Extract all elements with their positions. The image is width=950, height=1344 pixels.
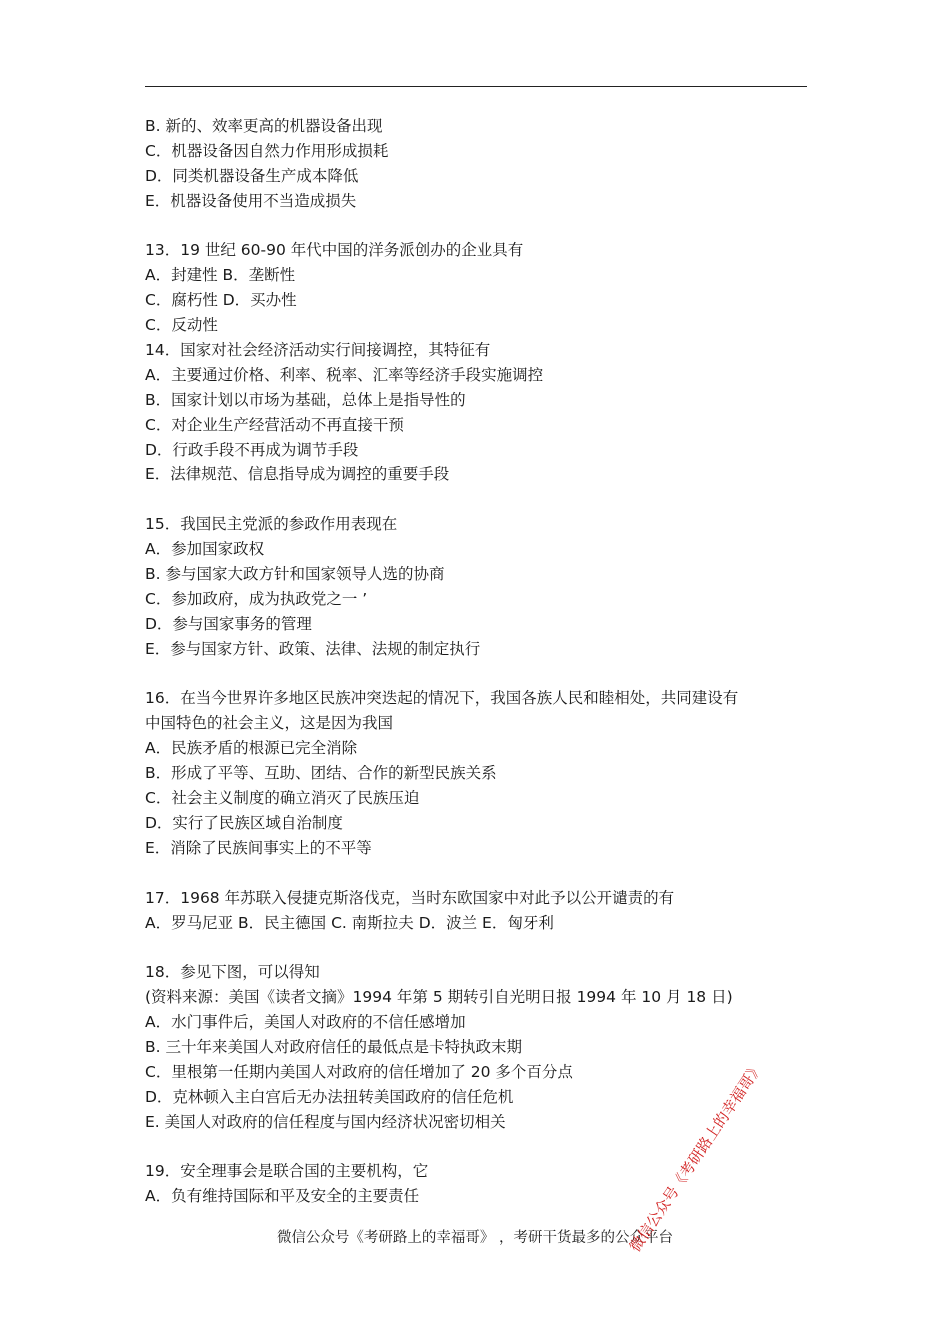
- text-line: A．罗马尼亚 B．民主德国 C. 南斯拉夫 D．波兰 E．匈牙利: [145, 913, 554, 932]
- text-line: B．形成了平等、互助、团结、合作的新型民族关系: [145, 764, 497, 783]
- text-line: B. 参与国家大政方针和国家领导人选的协商: [145, 565, 445, 584]
- page-footer: 微信公众号《考研路上的幸福哥》 ，考研干货最多的公众平台: [276, 1230, 674, 1246]
- text-line: A．封建性 B．垄断性: [145, 266, 296, 285]
- text-line: E．法律规范、信息指导成为调控的重要手段: [145, 465, 450, 484]
- paragraph-gap: [145, 861, 810, 886]
- text-line: D．实行了民族区域自治制度: [145, 813, 343, 832]
- text-line: A．主要通过价格、利率、税率、汇率等经济手段实施调控: [145, 365, 544, 384]
- paragraph-gap: [145, 935, 810, 960]
- paragraph-gap: [145, 487, 810, 512]
- question-list: [145, 114, 810, 1209]
- text-line: (资料来源：美国《读者文摘》1994 年第 5 期转引自光明日报 1994 年 10 月 18 日): [145, 988, 733, 1007]
- text-line: 16．在当今世界许多地区民族冲突迭起的情况下，我国各族人民和睦相处，共同建设有: [145, 689, 739, 708]
- text-line: E．消除了民族间事实上的不平等: [145, 838, 372, 857]
- text-line: C．社会主义制度的确立消灭了民族压迫: [145, 789, 420, 808]
- text-line: 17．1968 年苏联入侵捷克斯洛伐克，当时东欧国家中对此予以公开谴责的有: [145, 888, 675, 907]
- text-line: E．机器设备使用不当造成损失: [145, 191, 357, 210]
- watermark-stamp: 微信公众号《考研路上的幸福哥》: [625, 1058, 767, 1256]
- text-line: 13．19 世纪 60-90 年代中国的洋务派创办的企业具有: [145, 241, 524, 260]
- text-line: C．机器设备因自然力作用形成损耗: [145, 141, 389, 160]
- text-line: C．腐朽性 D．买办性: [145, 291, 297, 310]
- text-line: 18．参见下图，可以得知: [145, 963, 320, 982]
- text-line: E．参与国家方针、政策、法律、法规的制定执行: [145, 639, 481, 658]
- text-line: 中国特色的社会主义，这是因为我国: [145, 714, 394, 733]
- text-line: C．对企业生产经营活动不再直接干预: [145, 415, 404, 434]
- text-line: D．参与国家事务的管理: [145, 614, 312, 633]
- text-line: B. 新的、效率更高的机器设备出现: [145, 117, 383, 135]
- text-line: C．反动性: [145, 316, 218, 335]
- text-line: D．克林顿入主白宫后无办法扭转美国政府的信任危机: [145, 1087, 514, 1106]
- text-line: E. 美国人对政府的信任程度与国内经济状况密切相关: [145, 1112, 506, 1131]
- text-line: A．参加国家政权: [145, 540, 265, 559]
- text-line: B. 三十年来美国人对政府信任的最低点是卡特执政末期: [145, 1037, 522, 1056]
- text-line: D．同类机器设备生产成本降低: [145, 166, 359, 185]
- text-line: 15．我国民主党派的参政作用表现在: [145, 515, 398, 534]
- text-line: 14．国家对社会经济活动实行间接调控，其特征有: [145, 341, 491, 360]
- text-line: A．负有维持国际和平及安全的主要责任: [145, 1187, 420, 1206]
- text-line: A．民族矛盾的根源已完全消除: [145, 739, 358, 758]
- text-line: 19．安全理事会是联合国的主要机构，它: [145, 1162, 429, 1181]
- paragraph-gap: [145, 662, 810, 687]
- text-line: B．国家计划以市场为基础，总体上是指导性的: [145, 390, 466, 409]
- text-line: D．行政手段不再成为调节手段: [145, 440, 359, 459]
- text-line: C．里根第一任期内美国人对政府的信任增加了 20 多个百分点: [145, 1062, 573, 1081]
- header-rule: [145, 86, 807, 87]
- text-line: C．参加政府，成为执政党之一 ’: [145, 589, 368, 608]
- text-line: A．水门事件后，美国人对政府的不信任感增加: [145, 1013, 466, 1032]
- paragraph-gap: [145, 214, 810, 239]
